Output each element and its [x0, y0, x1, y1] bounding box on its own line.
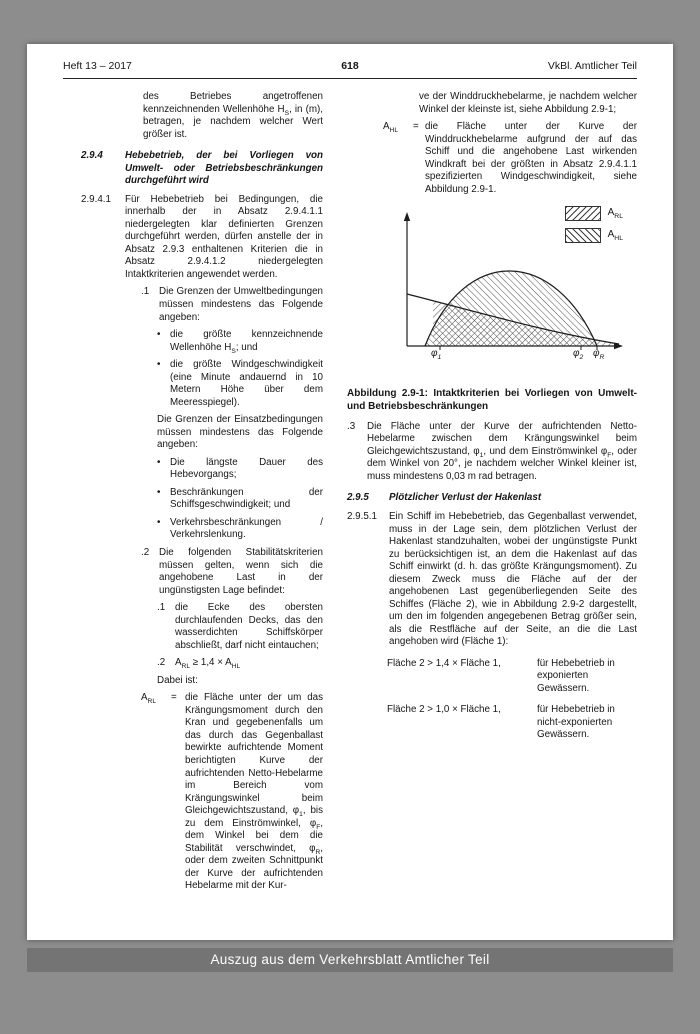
right-column	[347, 91, 637, 898]
subitem-text: die Ecke des obersten durchlaufenden Decks, das den wasserdichten Schiffskörper abschließt, darf nicht eintauchen;	[175, 602, 323, 651]
numbered-item-2	[141, 547, 323, 597]
left-column	[63, 91, 323, 898]
paragraph-number: 2.9.5.1	[347, 510, 377, 522]
figure-2-9-1	[385, 206, 625, 371]
y-axis-arrow-icon	[404, 212, 410, 221]
formula-text: Fläche 2 > 1,0 × Fläche 1,	[387, 704, 501, 716]
page-header	[63, 60, 637, 72]
bullet-icon: •	[157, 516, 161, 528]
dabei-label: Dabei ist:	[157, 674, 198, 686]
footer-bar	[27, 948, 673, 972]
list-item-text: Die längste Dauer des Hebevorgangs;	[170, 456, 323, 481]
section-number: 2.9.4	[81, 150, 103, 162]
item-number: .3	[347, 420, 356, 432]
section-title: Hebebetrieb, der bei Vorliegen von Umwelt- oder Betriebsbeschränkungen durchgeführt wird	[125, 150, 323, 187]
item-number: .2	[141, 547, 150, 558]
figure-caption: Abbildung 2.9-1: Intaktkriterien bei Vorliegen von Umwelt- und Betriebsbeschränkungen	[347, 387, 637, 412]
formula-row-1	[387, 658, 637, 696]
bullet-icon: •	[157, 329, 161, 341]
definition-term: $A_{RL}$	[141, 692, 157, 706]
criterion-formula: $A_{RL} \ge 1,4 \times A_{HL}$	[175, 657, 241, 671]
equals-sign: =	[413, 121, 419, 133]
paragraph-einsatz: Die Grenzen der Einsatzbedingungen müssen mindestens das Folgende angeben:	[157, 414, 323, 451]
numbered-item-1	[141, 286, 323, 324]
formula-row-2	[387, 704, 637, 742]
list-item	[157, 487, 323, 512]
item-number: .1	[141, 286, 150, 298]
section-heading-294	[81, 150, 323, 188]
list-item-text: Verkehrsbeschränkungen / Verkehrslenkung.	[170, 516, 323, 541]
paragraph-number: 2.9.4.1	[81, 193, 111, 205]
list-item	[157, 329, 323, 354]
legend-item-arl	[565, 206, 623, 221]
subitem-number: .1	[157, 602, 166, 614]
section-number: 2.9.5	[347, 492, 369, 504]
paragraph-text: Ein Schiff im Hebebetrieb, das Gegenballast verwendet, muss in der Lage sein, dem plötzlichen Verlust der Hakenlast standzuhalten, wobei der ungünstigste Punkt zu berücksichtigen ist, an dem die Hakenlast auf das Schiff einwirkt (d. h. das größte Krängungsmoment). Zu diesem Zweck muss die Fläche auf der der angehobenen Last gegenüberliegenden Seite des Schiffes (Fläche 2), wie in Abbildung 2.9-2 dargestellt, um den im folgenden angegebenen Betrag größer sein, als die Restfläche auf der Seite, an die die Last angehoben wird (Fläche 1):	[389, 510, 637, 648]
formula-note: für Hebebetrieb in nicht-exponierten Gewässern.	[537, 704, 615, 741]
bullet-icon: •	[157, 359, 161, 371]
header-page-number: 618	[341, 60, 359, 72]
numbered-subitem	[157, 602, 323, 652]
list-item-text: die größte kennzeichnende Wellenhöhe $H_S$; und	[170, 329, 323, 355]
list-item	[157, 517, 323, 542]
item-text: Die Fläche unter der Kurve der aufrichtenden Netto-Hebelarme zwischen dem Krängungswinkel beim Gleichgewichtszustand, $\varphi_1$, und dem Einströmwinkel $\varphi_F$, oder dem Winkel von 20°, je nachdem welcher Winkel kleiner ist, muss mindestens 0,03 m rad betragen.	[367, 420, 637, 482]
carryover-paragraph: des Betriebes angetroffenen kennzeichnenden Wellenhöhe $H_S$, in (m), betragen, je nachdem welcher Wert größer ist.	[143, 91, 324, 140]
definition-arl	[141, 692, 323, 893]
axis-label-phiR: $\varphi_R$	[593, 348, 605, 362]
axis-label-phi1: $\varphi_1$	[431, 348, 442, 362]
item-text: Die folgenden Stabilitätskriterien müssen gelten, wenn sich die angehobene Last in der ungünstigsten Lage befindet:	[159, 547, 323, 596]
definition-ahl	[383, 121, 637, 196]
numbered-subitem-formula	[157, 657, 323, 670]
section-title: Plötzlicher Verlust der Hakenlast	[389, 492, 542, 504]
header-issue: Heft 13 – 2017	[63, 60, 132, 72]
item-text: Die Grenzen der Umweltbedingungen müssen mindestens das Folgende angeben:	[159, 286, 323, 323]
list-item	[157, 359, 323, 409]
list-item-text: die größte Windgeschwindigkeit (eine Minute andauernd in 10 Metern Höhe über dem Meeresspiegel).	[170, 359, 323, 408]
numbered-item-3	[347, 421, 637, 484]
legend-label: $A_{HL}$	[607, 229, 623, 243]
legend-label: $A_{RL}$	[607, 207, 623, 221]
content-columns	[63, 91, 637, 898]
subitem-number: .2	[157, 657, 166, 669]
hatch-swatch-arl	[565, 206, 601, 221]
chart-legend	[565, 206, 623, 250]
bullet-icon: •	[157, 456, 161, 468]
definition-text: die Fläche unter der Kurve der Winddruckhebelarme aufgrund der auf das Schiff und die angehobene Last wirkenden Windkraft bei der größten in Absatz 2.9.4.1.1 spezifizierten Windgeschwindigkeit, siehe Abbildung 2.9-1.	[425, 121, 637, 195]
paragraph-text: Für Hebebetrieb bei Bedingungen, die innerhalb der in Absatz 2.9.4.1.1 niedergelegten klar definierten Grenzen durchgeführt werden, dürfen anstelle der in Absatz 2.9.3 enthaltenen Kriterien die in Absatz 2.9.4.1.2 niedergelegten Intaktkriterien angewendet werden.	[125, 193, 323, 280]
formula-text: Fläche 2 > 1,4 × Fläche 1,	[387, 657, 501, 669]
legend-item-ahl	[565, 228, 623, 243]
header-rule	[63, 78, 637, 79]
section-heading-295	[347, 492, 637, 505]
paragraph-2941	[81, 194, 323, 282]
footer-text: Auszug aus dem Verkehrsblatt Amtlicher Teil	[210, 952, 490, 967]
list-item	[157, 457, 323, 482]
definition-term: $A_{HL}$	[383, 121, 399, 135]
definition-text: die Fläche unter der um das Krängungsmoment durch den Kran und gegebenenfalls um das durch das Gegenballast bewirkte aufrichtende Moment berichtigten Kurve der aufrichtenden Netto-Hebelarme im Bereich vom Krängungswinkel beim Gleichgewichtszustand, $\varphi_1$, bis zu dem Einströmwinkel, $\varphi_F$, dem Winkel bei dem die Stabilität verschwindet, $\varphi_R$, oder dem zweiten Schnittpunkt der Kurve der aufrichtenden Hebelarme mit der Kur-	[185, 692, 324, 892]
paragraph-2951	[347, 511, 637, 649]
header-journal-title: VkBl. Amtlicher Teil	[547, 60, 637, 72]
axis-label-phi2: $\varphi_2$	[573, 348, 584, 362]
hatch-swatch-ahl	[565, 228, 601, 243]
list-item-text: Beschränkungen der Schiffsgeschwindigkeit; und	[170, 486, 323, 511]
continuation-paragraph: ve der Winddruckhebelarme, je nachdem welcher Winkel der kleinste ist, siehe Abbildung 2.9-1;	[419, 91, 637, 115]
formula-note: für Hebebetrieb in exponierten Gewässern.	[537, 657, 615, 694]
bullet-icon: •	[157, 486, 161, 498]
equals-sign: =	[171, 692, 177, 704]
document-page	[27, 44, 673, 940]
